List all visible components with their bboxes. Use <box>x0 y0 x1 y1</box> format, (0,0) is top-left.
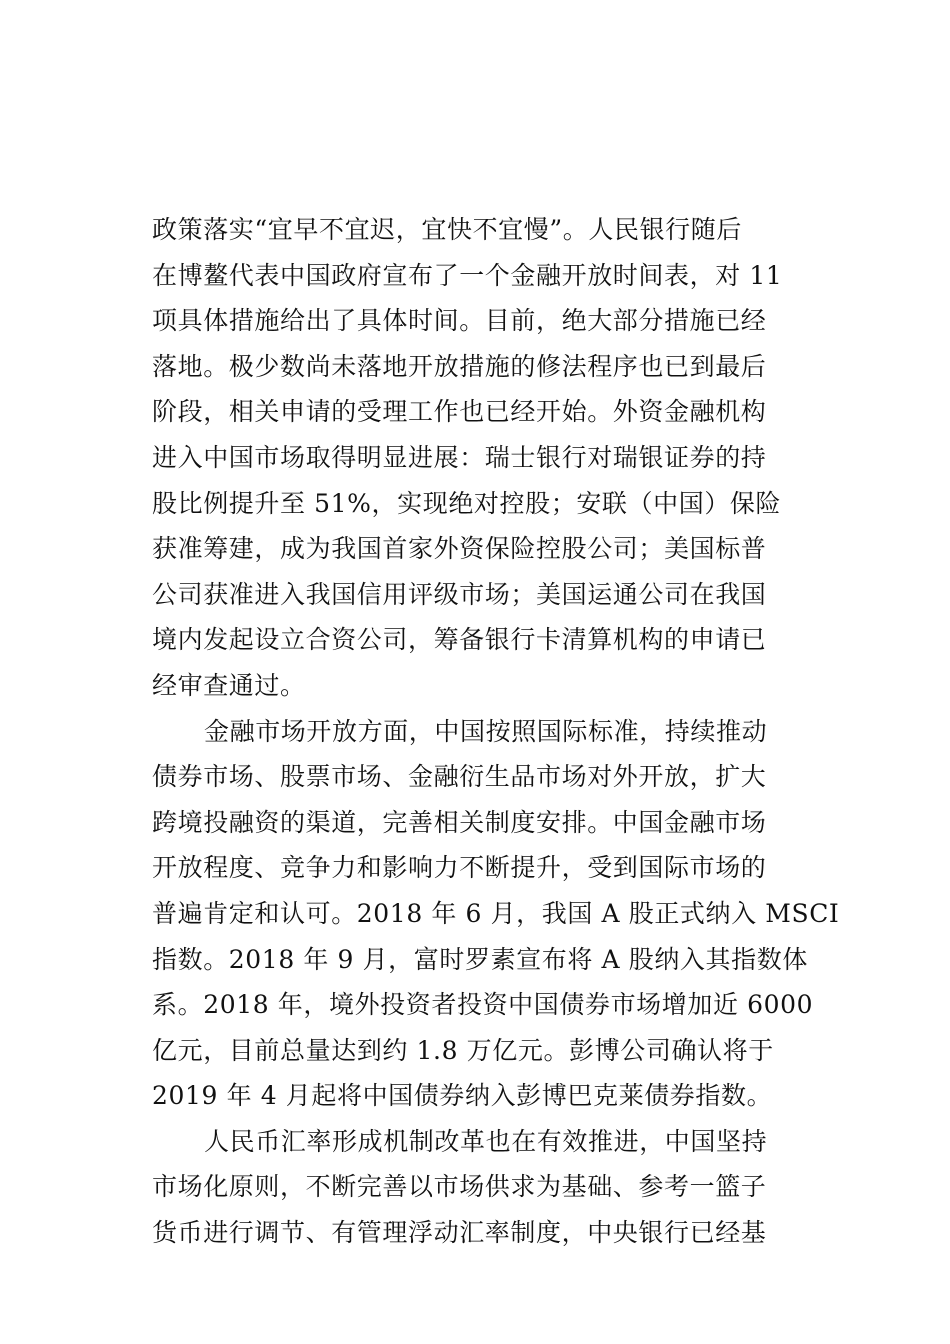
text-line: 获准筹建，成为我国首家外资保险控股公司；美国标普 <box>152 534 767 564</box>
text-line: 进入中国市场取得明显进展：瑞士银行对瑞银证券的持 <box>152 442 767 472</box>
text-line: 在博鳌代表中国政府宣布了一个金融开放时间表，对 11 <box>152 260 783 290</box>
text-line: 阶段，相关申请的受理工作也已经开始。外资金融机构 <box>152 397 767 427</box>
paragraph-3 <box>152 1119 802 1256</box>
text-line: 亿元，目前总量达到约 1.8 万亿元。彭博公司确认将于 <box>152 1035 774 1065</box>
text-line: 境内发起设立合资公司，筹备银行卡清算机构的申请已 <box>152 625 767 655</box>
text-line: 开放程度、竞争力和影响力不断提升，受到国际市场的 <box>152 853 767 883</box>
text-line: 普遍肯定和认可。2018 年 6 月，我国 A 股正式纳入 MSCI <box>152 898 840 928</box>
text-line: 跨境投融资的渠道，完善相关制度安排。中国金融市场 <box>152 807 767 837</box>
text-line: 货币进行调节、有管理浮动汇率制度，中央银行已经基 <box>152 1218 767 1248</box>
paragraph-2 <box>152 709 840 1119</box>
text-line: 落地。极少数尚未落地开放措施的修法程序也已到最后 <box>152 351 767 381</box>
text-line: 经审查通过。 <box>152 670 306 700</box>
text-line: 政策落实“宜早不宜迟，宜快不宜慢”。人民银行随后 <box>152 215 742 244</box>
text-line: 指数。2018 年 9 月，富时罗素宣布将 A 股纳入其指数体 <box>152 944 808 974</box>
text-line: 人民币汇率形成机制改革也在有效推进，中国坚持 <box>204 1126 768 1156</box>
document-body <box>152 207 840 1256</box>
text-line: 2019 年 4 月起将中国债券纳入彭博巴克莱债券指数。 <box>152 1081 773 1111</box>
text-line: 市场化原则，不断完善以市场供求为基础、参考一篮子 <box>152 1172 767 1202</box>
paragraph-1 <box>152 207 802 709</box>
text-line: 股比例提升至 51%，实现绝对控股；安联（中国）保险 <box>152 488 782 518</box>
text-line: 债券市场、股票市场、金融衍生品市场对外开放，扩大 <box>152 762 767 792</box>
text-line: 系。2018 年，境外投资者投资中国债券市场增加近 6000 <box>152 990 814 1020</box>
text-line: 金融市场开放方面，中国按照国际标准，持续推动 <box>204 716 768 746</box>
text-line: 公司获准进入我国信用评级市场；美国运通公司在我国 <box>152 579 767 609</box>
text-line: 项具体措施给出了具体时间。目前，绝大部分措施已经 <box>152 306 767 336</box>
